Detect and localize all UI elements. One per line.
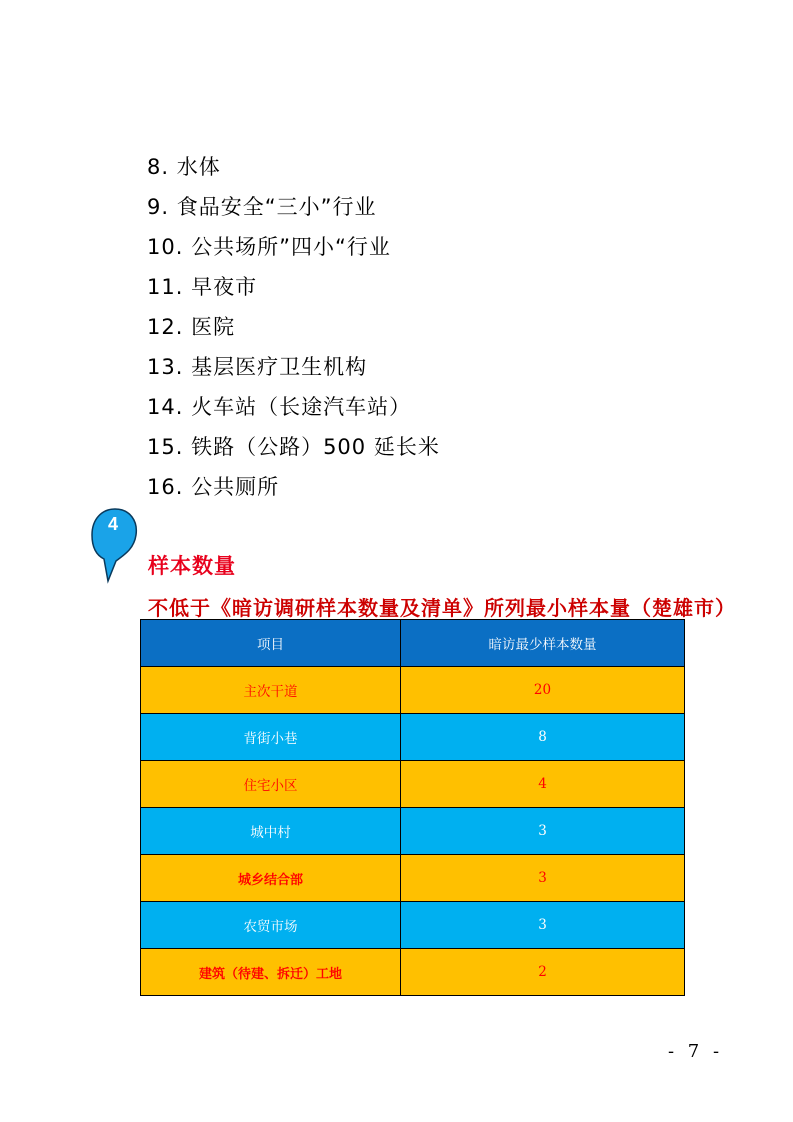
row-value: 8	[401, 714, 685, 761]
table-row	[141, 855, 685, 902]
row-label: 城中村	[141, 808, 401, 855]
list-item: 11. 早夜市	[147, 275, 258, 299]
section-title: 样本数量	[148, 554, 236, 578]
row-label: 背街小巷	[141, 714, 401, 761]
list-item: 10. 公共场所”四小“行业	[147, 235, 391, 259]
list-item: 15. 铁路（公路）500 延长米	[147, 435, 440, 459]
section-number: 4	[107, 514, 118, 534]
row-label: 城乡结合部	[141, 855, 401, 902]
column-header-count: 暗访最少样本数量	[401, 620, 685, 667]
row-label: 主次干道	[141, 667, 401, 714]
table-row	[141, 902, 685, 949]
page-number: - 7 -	[668, 1041, 724, 1062]
item-list	[147, 147, 440, 507]
list-item: 8. 水体	[147, 155, 221, 179]
table-row	[141, 949, 685, 996]
list-item: 16. 公共厕所	[147, 475, 280, 499]
row-value: 3	[401, 902, 685, 949]
row-value: 20	[401, 667, 685, 714]
list-item: 13. 基层医疗卫生机构	[147, 355, 368, 379]
table-row	[141, 761, 685, 808]
list-item: 9. 食品安全“三小”行业	[147, 195, 377, 219]
row-label: 住宅小区	[141, 761, 401, 808]
section-subtitle: 不低于《暗访调研样本数量及清单》所列最小样本量（楚雄市）	[148, 596, 736, 620]
table-row	[141, 808, 685, 855]
list-item: 12. 医院	[147, 315, 236, 339]
list-item: 14. 火车站（长途汽车站）	[147, 395, 412, 419]
column-header-item: 项目	[141, 620, 401, 667]
table-row	[141, 714, 685, 761]
row-label: 农贸市场	[141, 902, 401, 949]
row-value: 3	[401, 855, 685, 902]
row-label: 建筑（待建、拆迁）工地	[141, 949, 401, 996]
sample-table	[140, 619, 685, 996]
row-value: 3	[401, 808, 685, 855]
row-value: 4	[401, 761, 685, 808]
row-value: 2	[401, 949, 685, 996]
table-row	[141, 667, 685, 714]
table-header-row	[141, 620, 685, 667]
